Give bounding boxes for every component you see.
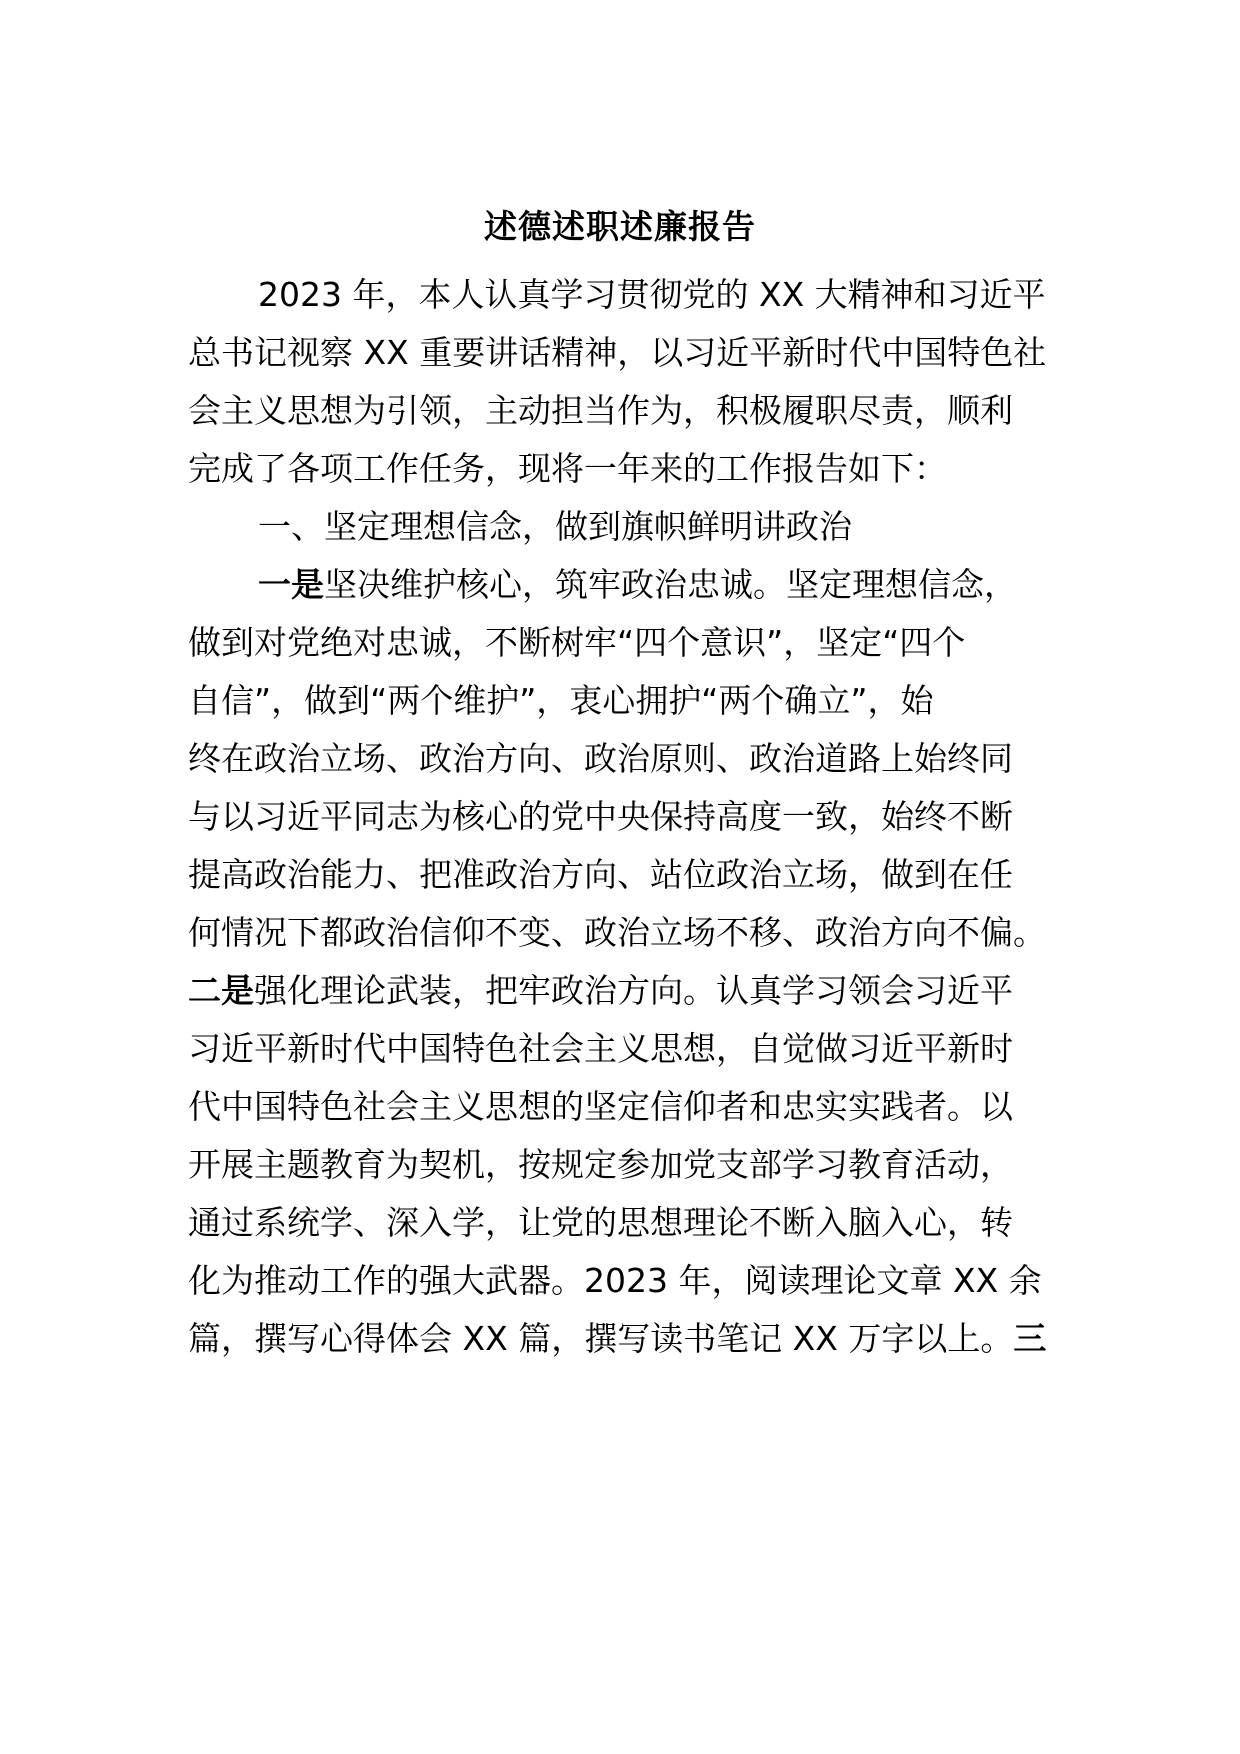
paragraph-line — [188, 971, 1013, 1011]
paragraph-text: 坚决维护核心，筑牢政治忠诚。坚定理想信念， — [324, 565, 1017, 604]
paragraph-line — [188, 1319, 1046, 1359]
paragraph-line: 习近平新时代中国特色社会主义思想，自觉做习近平新时 — [188, 1029, 1013, 1068]
paragraph-text: 篇，撰写心得体会 XX 篇，撰写读书笔记 XX 万字以上。 — [188, 1319, 1014, 1358]
paragraph-line — [258, 565, 1017, 605]
paragraph-line: 化为推动工作的强大武器。2023 年，阅读理论文章 XX 余 — [188, 1261, 1042, 1300]
paragraph-line: 完成了各项工作任务，现将一年来的工作报告如下： — [188, 449, 947, 488]
paragraph-line: 做到对党绝对忠诚，不断树牢“四个意识”，坚定“四个 — [188, 623, 966, 662]
paragraph-line: 自信”，做到“两个维护”，衷心拥护“两个确立”，始 — [188, 681, 934, 720]
paragraph-line: 总书记视察 XX 重要讲话精神，以习近平新时代中国特色社 — [188, 333, 1047, 372]
paragraph-line: 会主义思想为引领，主动担当作为，积极履职尽责，顺利 — [188, 391, 1013, 430]
point-marker-2: 二是 — [188, 971, 254, 1010]
paragraph-line: 开展主题教育为契机，按规定参加党支部学习教育活动， — [188, 1145, 1013, 1184]
paragraph-line: 提高政治能力、把准政治方向、站位政治立场，做到在任 — [188, 855, 1013, 894]
point-marker-3: 三 — [1013, 1319, 1047, 1358]
point-marker-1: 一是 — [258, 565, 324, 604]
paragraph-line: 2023 年，本人认真学习贯彻党的 XX 大精神和习近平 — [258, 275, 1046, 314]
section-heading: 一、坚定理想信念，做到旗帜鲜明讲政治 — [258, 507, 852, 546]
paragraph-line: 与以习近平同志为核心的党中央保持高度一致，始终不断 — [188, 797, 1013, 836]
paragraph-line: 代中国特色社会主义思想的坚定信仰者和忠实实践者。以 — [188, 1087, 1013, 1126]
paragraph-text: 强化理论武装，把牢政治方向。认真学习领会习近平 — [254, 971, 1013, 1010]
paragraph-line: 终在政治立场、政治方向、政治原则、政治道路上始终同 — [188, 739, 1013, 778]
document-title: 述德述职述廉报告 — [484, 207, 756, 246]
paragraph-line: 通过系统学、深入学，让党的思想理论不断入脑入心，转 — [188, 1203, 1013, 1242]
paragraph-line: 何情况下都政治信仰不变、政治立场不移、政治方向不偏。 — [188, 913, 1046, 952]
